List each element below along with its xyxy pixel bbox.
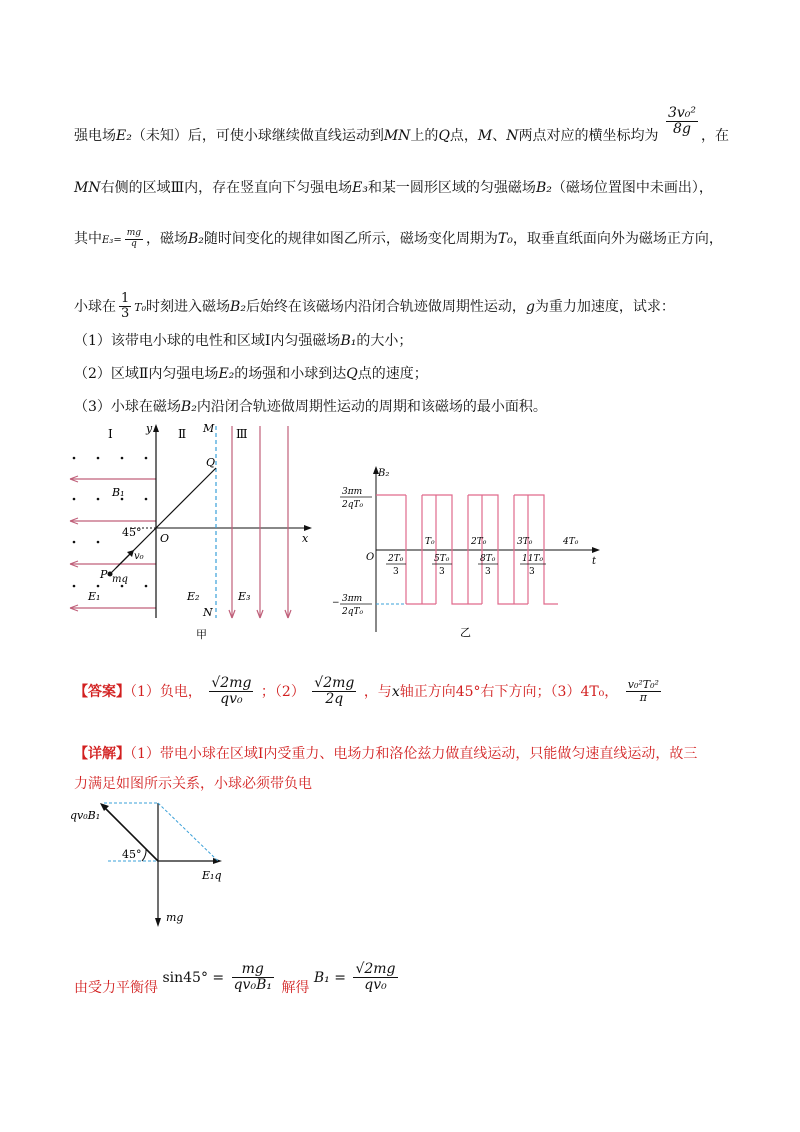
symbol-M: M [477, 127, 493, 144]
y-axis-arrow [153, 424, 159, 432]
mg-arrowhead [155, 918, 161, 927]
figure-jia [60, 418, 320, 646]
symbol-E2: E₂ [218, 366, 235, 382]
explain-line-1 [74, 743, 697, 763]
E2-label: E₂ [187, 590, 200, 603]
caption-yi: 乙 [460, 626, 471, 639]
text: 的场强和小球到达 [234, 366, 347, 382]
fraction-sqrt2mg-over-2q: $\frac{√2mg}{2q}$ [314, 675, 355, 708]
tick-3T0: 3T₀ [517, 537, 533, 547]
tick-8T0-3-den: 3 [485, 567, 491, 577]
text: ，磁场 [146, 231, 188, 247]
M-label: M [203, 422, 215, 435]
neg-den: 2qT₀ [342, 607, 364, 617]
text: 后始终在该磁场内沿闭合轨迹做周期性运动， [245, 298, 526, 315]
text: （1）该带电小球的电性和区域Ⅰ内匀强磁场 [74, 333, 341, 349]
mq-label: mq [112, 574, 128, 585]
tick-2T0-3-num: 2T₀ [388, 554, 404, 564]
mg-label: mg [166, 911, 184, 924]
t-axis-arrow [592, 547, 600, 553]
trajectory-OQ [156, 468, 216, 528]
y-axis-label: y [146, 422, 153, 435]
equation-line [74, 962, 401, 994]
text: 轴正方向45°右下方向；（3）4T₀， [399, 683, 619, 700]
symbol-Q: Q [438, 127, 450, 144]
explain-line-2 [74, 773, 312, 793]
qv0B1-label: qv₀B₁ [70, 809, 101, 822]
E1-label: E₁ [88, 590, 101, 603]
problem-line-3: 其中E₃= $\frac{mg}{q}$ ，磁场B₂随时间变化的规律如图乙所示，磁场变化周期为T₀，取垂直纸面向外为磁场正方向， [74, 227, 723, 249]
region-label-2: Ⅱ [178, 427, 187, 441]
tick-4T0: 4T₀ [563, 537, 579, 547]
symbol-x: x [391, 683, 400, 700]
text: （磁场位置图中未画出）， [551, 180, 713, 196]
symbol-T0: T₀ [497, 231, 513, 247]
fraction-1-over-3: $\frac{1}{3}$ [121, 291, 130, 322]
E1q-label: E₁q [202, 869, 222, 882]
text: 内沿闭合轨迹做周期性运动的周期和该磁场的最小面积。 [196, 399, 547, 415]
fraction-3v0sq-over-8g: $\frac{\text{3v₀²}}{8g}$ [667, 105, 697, 138]
text: 和某一圆形区域的匀强磁场 [367, 180, 536, 196]
text: 由受力平衡得 [74, 979, 158, 996]
fraction-sqrt2mg-over-qv0: $\frac{√2mg}{\text{qv₀}}$ [211, 675, 252, 708]
symbol-MN: MN [383, 127, 411, 144]
symbol-B1: B₁ = [313, 969, 346, 986]
neg-num: 3πm [342, 594, 363, 604]
text: 随时间变化的规律如图乙所示，磁场变化周期为 [203, 231, 498, 247]
figure-yi [330, 460, 620, 640]
origin-label: O [366, 552, 375, 563]
symbol-E2: E₂ [116, 127, 132, 144]
symbol-g: g [525, 298, 535, 315]
text: （1）带电小球在区域Ⅰ内受重力、电场力和洛伦兹力做直线运动，只能做匀速直线运动，故三 [130, 746, 698, 762]
magnetic-dots-B1 [73, 457, 148, 588]
angle-label: 45° [122, 848, 142, 861]
origin-label: O [160, 532, 170, 545]
caption-jia: 甲 [196, 628, 207, 641]
question-1 [74, 330, 412, 350]
N-label: N [203, 606, 213, 619]
B2-axis-label: B₂ [378, 468, 390, 479]
symbol-T0: T₀ [134, 300, 147, 314]
pos-den: 2qT₀ [342, 500, 364, 510]
text: 两点对应的横坐标均为 [518, 127, 659, 144]
symbol-MN: MN [74, 180, 101, 196]
question-3 [74, 396, 547, 416]
tick-T0: T₀ [425, 537, 435, 547]
text: 小球在 [74, 298, 116, 315]
text: ；（2） [260, 683, 305, 700]
force-diagram [68, 795, 268, 935]
symbol-B2: B₂ [180, 399, 197, 415]
text: 解得 [281, 979, 310, 996]
explain-label: 【详解】 [74, 746, 130, 762]
tick-2T0-3-den: 3 [393, 567, 399, 577]
fraction-sqrt2mg-over-qv0: $\frac{√2mg}{\text{qv₀}}$ [355, 961, 396, 994]
region-label-1: Ⅰ [108, 427, 113, 441]
text: ，取垂直纸面向外为磁场正方向， [512, 231, 723, 247]
fraction-mg-over-qv0B1: $\frac{mg}{\text{qv₀B₁}}$ [233, 961, 272, 994]
fraction-v0sqT0sq-over-pi: $\frac{\text{v₀²T₀²}}{\pi}$ [627, 678, 659, 705]
x-axis-label: x [302, 532, 309, 545]
tick-11T0-3-num: 11T₀ [522, 554, 544, 564]
text: 点的速度； [357, 366, 428, 382]
text: （未知）后，可使小球继续做直线运动到 [131, 127, 384, 144]
symbol-Q: Q [346, 366, 358, 382]
question-2 [74, 363, 428, 383]
text: 点， [449, 127, 478, 144]
fraction-mg-over-q: $\frac{mg}{q}$ [126, 227, 141, 249]
problem-line-2 [74, 177, 713, 197]
B1-label: B₁ [112, 486, 125, 499]
tick-8T0-3-num: 8T₀ [480, 554, 496, 564]
symbol-B2: B₂ [230, 298, 246, 315]
tick-5T0-3-num: 5T₀ [434, 554, 450, 564]
symbol-B2: B₂ [535, 180, 552, 196]
text: ，在 [701, 127, 730, 144]
text: 强电场 [74, 127, 116, 144]
tick-2T0: 2T₀ [471, 537, 487, 547]
t-axis-label: t [592, 556, 597, 567]
symbol-E3: E₃ [102, 235, 114, 246]
text: （2）区域Ⅱ内匀强电场 [74, 366, 219, 382]
text: 为重力加速度，试求： [534, 298, 675, 315]
text: ，与 [363, 683, 392, 700]
text: 其中 [74, 231, 102, 247]
region-label-3: Ⅲ [236, 427, 248, 441]
symbol-N: N [506, 127, 519, 144]
pos-num: 3πm [342, 487, 363, 497]
tick-5T0-3-den: 3 [439, 567, 445, 577]
symbol-B1: B₁ [340, 333, 357, 349]
symbol-B2: B₂ [188, 231, 204, 247]
text: 右侧的区域Ⅲ内，存在竖直向下匀强电场 [100, 180, 353, 196]
text: （3）小球在磁场 [74, 399, 181, 415]
answer-label: 【答案】 [74, 683, 130, 700]
text: 上的 [410, 127, 439, 144]
text: （1）负电， [130, 683, 202, 700]
problem-line-4 [74, 292, 675, 322]
Q-label: Q [206, 456, 216, 469]
text: 时刻进入磁场 [146, 298, 231, 315]
text: sin45° = [162, 969, 225, 986]
angle-label: 45° [122, 526, 142, 539]
tick-11T0-3-den: 3 [529, 567, 535, 577]
answer-line [74, 676, 664, 708]
E1q-arrowhead [213, 858, 222, 864]
symbol-E3: E₃ [352, 180, 368, 196]
v0-label: v₀ [134, 551, 144, 562]
neg-prefix: − [332, 598, 340, 608]
E3-label: E₃ [238, 590, 251, 603]
problem-line-1: 强电场E₂（未知）后，可使小球继续做直线运动到MN上的Q点，M、N两点对应的横坐标均为 $\frac{\text{3v₀²}}{8g}$ ，在 [74, 105, 730, 144]
text: 的大小； [356, 333, 413, 349]
text: 力满足如图所示关系，小球必须带负电 [74, 776, 312, 792]
P-label: P [100, 568, 108, 581]
x-axis-arrow [304, 525, 312, 531]
